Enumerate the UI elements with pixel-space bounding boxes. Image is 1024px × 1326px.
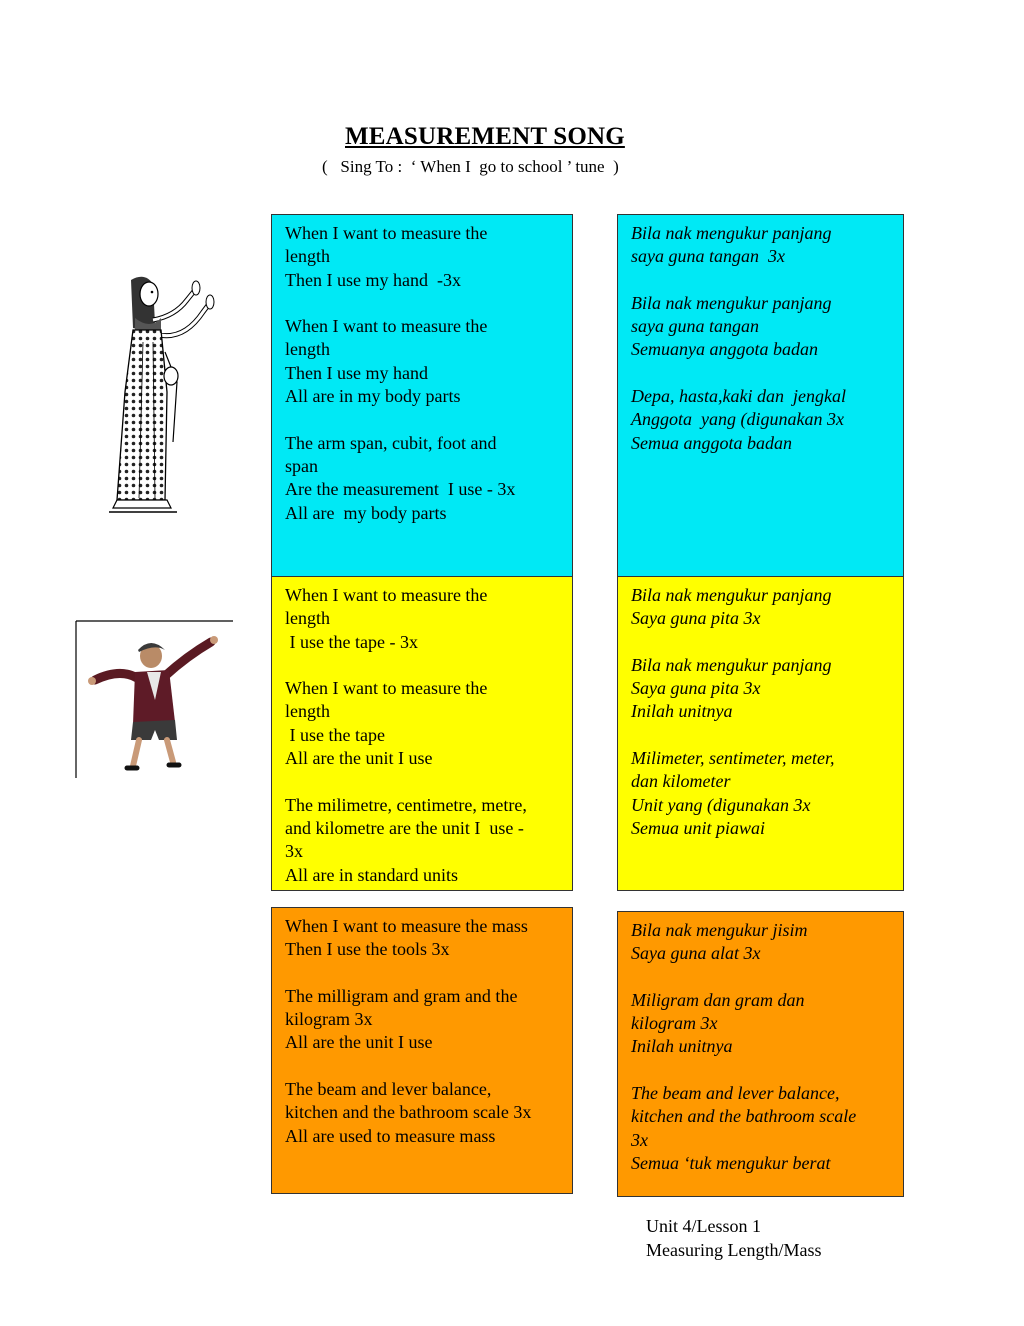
verse-line: I use the tape - 3x: [285, 631, 418, 652]
stanza-gap: [285, 654, 560, 677]
verse-line: Unit yang (digunakan 3x: [631, 794, 811, 815]
verse-line: kitchen and the bathroom scale: [631, 1106, 857, 1127]
verse-line: Semua anggota badan: [631, 432, 792, 453]
verse-line: saya guna tangan 3x: [631, 246, 785, 267]
verse-line: The beam and lever balance,: [631, 1083, 840, 1104]
verse-1-malay-box: [617, 214, 904, 578]
verse-line: All are in standard units: [285, 864, 458, 885]
verse-line: Then I use my hand -3x: [285, 269, 461, 290]
footer-unit-lesson: Unit 4/Lesson 1: [646, 1216, 761, 1236]
student-arms-outstretched-photo: [75, 620, 235, 780]
verse-line: length: [285, 608, 330, 629]
stanza-gap: [285, 408, 560, 431]
verse-line: All are in my body parts: [285, 386, 461, 407]
verse-line: When I want to measure the mass: [285, 916, 528, 936]
verse-3-malay-box: [617, 911, 904, 1197]
verse-line: Saya guna alat 3x: [631, 943, 761, 964]
verse-line: The beam and lever balance,: [285, 1079, 492, 1100]
verse-line: Saya guna pita 3x: [631, 608, 761, 629]
verse-line: length: [285, 701, 330, 722]
stanza-gap: [631, 1059, 891, 1082]
verse-line: and kilometre are the unit I use -: [285, 817, 524, 838]
verse-line: Bila nak mengukur panjang: [631, 223, 832, 243]
verse-3-english-box: [271, 907, 573, 1194]
stanza-gap: [285, 770, 560, 793]
verse-line: Semuanya anggota badan: [631, 339, 818, 360]
stanza-gap: [631, 966, 891, 989]
verse-line: Then I use the tools 3x: [285, 939, 450, 960]
verse-line: length: [285, 339, 330, 360]
verse-line: Bila nak mengukur panjang: [631, 654, 832, 675]
verse-line: 3x: [631, 1129, 648, 1150]
verse-line: Bila nak mengukur panjang: [631, 585, 832, 605]
verse-line: span: [285, 455, 318, 476]
verse-1-english-box: [271, 214, 573, 578]
verse-line: When I want to measure the: [285, 585, 488, 605]
verse-2-malay-box: [617, 576, 904, 891]
verse-line: When I want to measure the: [285, 223, 488, 243]
verse-line: All are used to measure mass: [285, 1125, 496, 1146]
verse-line: Are the measurement I use - 3x: [285, 479, 516, 500]
page-title: MEASUREMENT SONG: [345, 123, 625, 150]
verse-line: Inilah unitnya: [631, 1036, 733, 1057]
verse-line: The milimetre, centimetre, metre,: [285, 794, 527, 815]
verse-line: Miligram dan gram dan: [631, 989, 805, 1010]
stanza-gap: [285, 292, 560, 315]
verse-line: Semua unit piawai: [631, 817, 765, 838]
verse-line: The milligram and gram and the: [285, 985, 518, 1006]
verse-line: kitchen and the bathroom scale 3x: [285, 1102, 532, 1123]
verse-line: Semua ‘tuk mengukur berat: [631, 1152, 831, 1173]
verse-line: saya guna tangan: [631, 316, 759, 337]
footer-topic: Measuring Length/Mass: [646, 1239, 822, 1260]
verse-line: Bila nak mengukur jisim: [631, 920, 808, 940]
stanza-gap: [631, 724, 891, 747]
egyptian-figure-illustration: [95, 272, 215, 517]
verse-line: Inilah unitnya: [631, 701, 733, 722]
verse-line: The arm span, cubit, foot and: [285, 432, 497, 453]
stanza-gap: [631, 631, 891, 654]
verse-line: Anggota yang (digunakan 3x: [631, 409, 844, 430]
stanza-gap: [285, 962, 560, 985]
lesson-footer: [646, 1215, 821, 1262]
verse-line: I use the tape: [285, 724, 385, 745]
verse-line: Milimeter, sentimeter, meter,: [631, 748, 835, 769]
verse-line: length: [285, 246, 330, 267]
verse-line: kilogram 3x: [631, 1013, 718, 1034]
verse-line: When I want to measure the: [285, 678, 488, 699]
verse-2-english-box: [271, 576, 573, 891]
verse-line: All are the unit I use: [285, 1032, 433, 1053]
stanza-gap: [631, 269, 891, 292]
page-subtitle: ( Sing To : ‘ When I go to school ’ tune ): [322, 157, 619, 176]
verse-line: kilogram 3x: [285, 1009, 373, 1030]
verse-line: All are my body parts: [285, 502, 447, 523]
verse-line: All are the unit I use: [285, 748, 433, 769]
verse-line: Depa, hasta,kaki dan jengkal: [631, 386, 846, 407]
verse-line: Saya guna pita 3x: [631, 678, 761, 699]
verse-line: dan kilometer: [631, 771, 731, 792]
verse-line: Then I use my hand: [285, 362, 428, 383]
verse-line: Bila nak mengukur panjang: [631, 292, 832, 313]
verse-line: 3x: [285, 841, 303, 862]
stanza-gap: [285, 1055, 560, 1078]
stanza-gap: [631, 362, 891, 385]
verse-line: When I want to measure the: [285, 316, 488, 337]
